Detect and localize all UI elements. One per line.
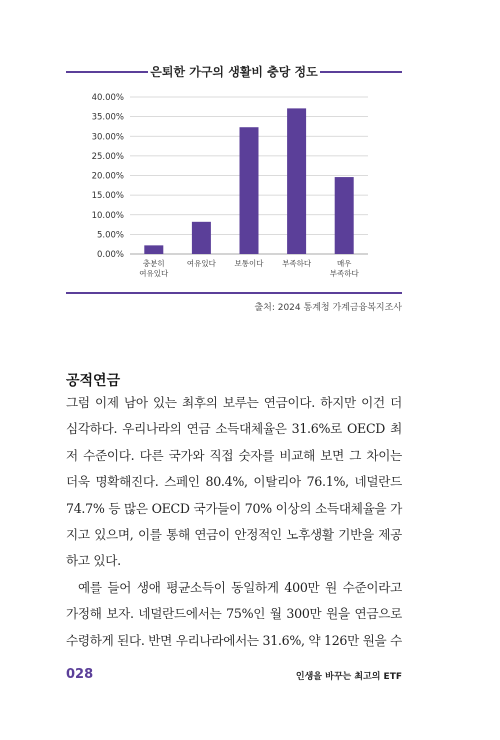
chart-title: 은퇴한 가구의 생활비 충당 정도 (150, 65, 318, 79)
page-number: 028 (66, 667, 94, 682)
x-tick-label: 여유있다 (186, 259, 216, 268)
chart-title-row (66, 62, 402, 82)
x-tick-label: 충분히 (142, 259, 165, 268)
x-tick-label: 매우 (336, 259, 352, 268)
x-tick-label: 보통이다 (234, 259, 264, 268)
bar (192, 222, 211, 254)
bar (144, 245, 163, 254)
title-rule-right (320, 71, 402, 73)
y-tick-label: 5.00% (96, 230, 124, 241)
y-tick-label: 40.00% (91, 93, 124, 103)
y-tick-label: 10.00% (91, 210, 124, 221)
running-title: 인생을 바꾸는 최고의 ETF (295, 672, 402, 682)
paragraph: 예를 들어 생애 평균소득이 동일하게 400만 원 수준이라고 가정해 보자. 네덜란드에서는 75%인 월 300만 원을 연금으로 수령하게 된다. 반면 우리나라에서는 31.6%, 약 126만 원을 수 (66, 579, 402, 648)
y-tick-label: 20.00% (91, 171, 124, 182)
chart-bottom-rule (66, 292, 402, 294)
bar (287, 108, 306, 254)
y-tick-label: 0.00% (96, 250, 124, 260)
bar (240, 127, 259, 254)
x-tick-label: 부족하다 (329, 269, 359, 278)
y-tick-label: 30.00% (91, 132, 124, 143)
section-heading: 공적연금 (66, 373, 121, 389)
bar-chart (66, 88, 402, 288)
x-tick-label: 부족하다 (282, 259, 312, 268)
y-tick-label: 25.00% (91, 151, 124, 162)
y-tick-label: 15.00% (91, 191, 124, 202)
chart-source: 출처: 2024 통계청 가계금융복지조사 (254, 303, 402, 313)
y-tick-label: 35.00% (91, 112, 124, 123)
body-text (66, 390, 402, 654)
bar (335, 177, 354, 254)
paragraph: 그럼 이제 남아 있는 최후의 보루는 연금이다. 하지만 이건 더 심각하다. 우리나라의 연금 소득대체율은 31.6%로 OECD 최저 수준이다. 다른 국가와 직접 숫자를 비교해 보면 그 차이는 더욱 명확해진다. 스페인 80.4%, 이탈리아 76.1%, 네덜란드 74.7% 등 많은 OECD 국가들이 70% 이상의 소득대체율을 가지고 있으며, 이를 통해 연금이 안정적인 노후생활 기반을 제공하고 있다. (66, 395, 402, 569)
x-tick-label: 여유있다 (139, 269, 169, 278)
